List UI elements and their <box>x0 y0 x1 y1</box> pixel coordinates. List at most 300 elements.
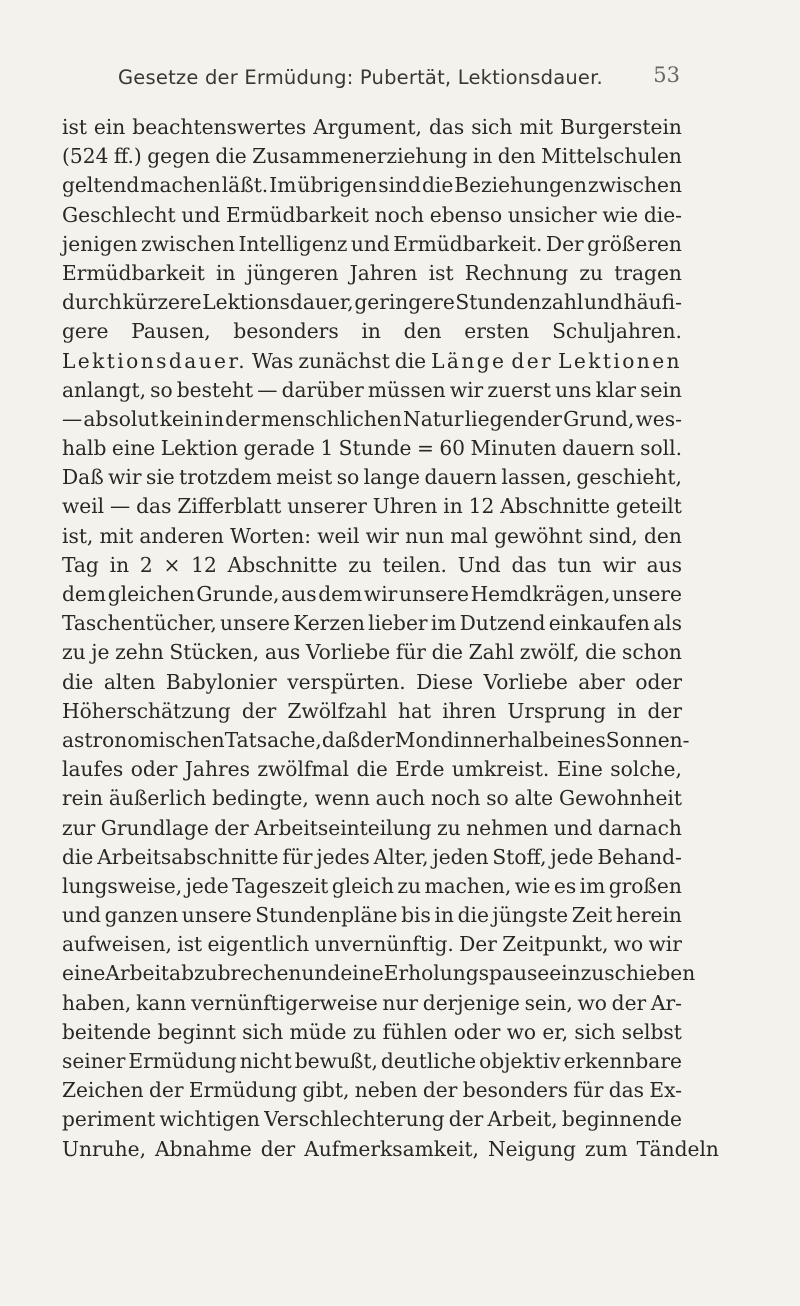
word: innerhalb <box>453 727 553 752</box>
word: Höherschätzung <box>62 698 231 723</box>
word: 1 <box>320 436 334 461</box>
word: besonders <box>462 1078 568 1103</box>
word: Uhren <box>372 494 438 519</box>
word: müssen <box>367 377 446 402</box>
word: meist <box>276 465 333 490</box>
text-line <box>62 259 682 288</box>
word: beginnende <box>561 1107 682 1132</box>
word: zu <box>352 1019 377 1044</box>
word: den <box>403 319 442 344</box>
word: tun <box>557 552 592 577</box>
word: Was <box>252 348 294 373</box>
word: Ermüdbarkeit <box>62 260 205 285</box>
word: zur <box>62 815 96 840</box>
word: den <box>497 144 536 169</box>
word: eine <box>62 961 106 986</box>
word: und <box>181 202 221 227</box>
word: unserer <box>287 494 367 519</box>
word: bedingte, <box>212 786 309 811</box>
word: umkreist. <box>451 757 550 782</box>
word: Stundenpläne <box>255 903 398 928</box>
word: wichtigen <box>159 1107 260 1132</box>
word: beginnt <box>157 1019 236 1044</box>
word: eigentlich <box>207 932 310 957</box>
word: haben, <box>62 990 132 1015</box>
word: ff.) <box>113 144 142 169</box>
word: dauern <box>424 465 497 490</box>
word: neben <box>354 1078 418 1103</box>
word: Ex- <box>649 1078 682 1103</box>
word: die- <box>643 202 682 227</box>
word: 12 <box>468 494 495 519</box>
page-number: 53 <box>653 63 680 87</box>
word: gegen <box>147 144 210 169</box>
text-line <box>62 171 682 200</box>
word: anlangt, <box>62 377 146 402</box>
word: Natur <box>403 406 464 431</box>
word: rein <box>62 786 104 811</box>
text-line <box>62 463 682 492</box>
word: in <box>204 406 224 431</box>
word: oder <box>635 669 682 694</box>
word: ist <box>62 115 87 139</box>
word: Vorliebe <box>483 669 568 694</box>
word: Tageszeit <box>232 873 329 898</box>
word: läßt. <box>221 173 269 198</box>
text-line <box>62 1135 719 1164</box>
word: mit <box>99 523 134 548</box>
word: alte <box>514 786 554 811</box>
word: in <box>443 494 463 519</box>
word: in <box>216 260 236 285</box>
word: beachtenswertes <box>132 115 307 139</box>
word: lange <box>363 465 421 490</box>
word: oder <box>130 757 178 782</box>
word: Gewohnheit <box>558 786 682 811</box>
word: ebenso <box>429 202 503 227</box>
text-line <box>62 1018 682 1047</box>
word: ist <box>428 260 454 285</box>
word: so <box>150 377 173 402</box>
word: astronomischen <box>62 727 225 752</box>
word: abzubrechen <box>169 961 302 986</box>
word: darnach <box>597 815 682 840</box>
word: Grundlage <box>100 815 209 840</box>
word: übrigen <box>297 173 378 198</box>
word: Verschlechterung <box>264 1107 445 1132</box>
word: derjenige <box>422 990 520 1015</box>
word: und <box>301 961 341 986</box>
word: trotzdem <box>179 465 272 490</box>
word: Neigung <box>487 1136 576 1161</box>
word: das <box>136 494 172 519</box>
word: weil <box>317 523 360 548</box>
text-line <box>62 347 682 376</box>
word: unsere <box>612 582 682 606</box>
word: der <box>360 727 395 752</box>
word: Zeit <box>571 903 613 928</box>
word: wes- <box>635 406 682 431</box>
word: aus <box>281 582 317 606</box>
text-line <box>62 814 682 843</box>
word: häufi- <box>623 290 682 315</box>
word: wir <box>365 523 399 548</box>
word: in <box>616 698 637 723</box>
word: Arbeit, <box>487 1107 558 1132</box>
word: selbst <box>621 1019 682 1044</box>
word: Stoff, <box>492 844 547 869</box>
word: Zifferblatt <box>177 494 282 519</box>
word: dem <box>318 582 363 606</box>
word: zwölfmal <box>257 757 350 782</box>
word: Zeichen <box>62 1078 144 1103</box>
word: der <box>448 1107 484 1132</box>
word: ganzen <box>104 903 179 928</box>
text-line <box>62 405 682 434</box>
word: sind, <box>588 523 638 548</box>
word: Argument, <box>313 115 422 139</box>
text-line <box>62 522 682 551</box>
text-line <box>62 376 682 405</box>
body-text <box>62 113 719 1164</box>
word: Lektionen <box>558 348 682 373</box>
word: Sonnen- <box>605 727 690 752</box>
word: die <box>421 173 454 198</box>
word: wo <box>506 1019 537 1044</box>
word: 60 <box>439 436 466 461</box>
word: zunächst <box>298 348 390 373</box>
word: die <box>585 640 617 665</box>
word: in <box>109 552 130 577</box>
word: Erde <box>395 757 445 782</box>
word: zu <box>62 640 86 665</box>
running-header: Gesetze der Ermüdung: Pubertät, Lektionsdauer. <box>118 66 603 89</box>
word: tragen <box>614 260 682 285</box>
word: jüngeren <box>246 260 339 285</box>
word: Lektionsdauer. <box>62 348 248 373</box>
word: gewöhnt <box>494 523 583 548</box>
word: in <box>434 903 454 928</box>
word: Zusammenerziehung <box>252 144 468 169</box>
word: kann <box>136 990 187 1015</box>
word: Kerzen <box>293 611 365 636</box>
word: lungsweise, <box>62 873 183 898</box>
word: nun <box>405 523 445 548</box>
word: Stücken, <box>169 640 260 665</box>
word: großen <box>608 873 682 898</box>
word: Taschentücher, <box>62 611 217 636</box>
word: geltend <box>62 173 140 198</box>
text-line <box>62 901 682 930</box>
word: Ermüdbarkeit. <box>393 231 543 256</box>
word: Dutzend <box>459 611 546 636</box>
word: unvernünftig. <box>314 932 454 957</box>
word: Lektionsdauer, <box>202 290 354 315</box>
word: die <box>215 144 247 169</box>
word: sich <box>242 1019 284 1044</box>
word: Grunde, <box>196 582 280 606</box>
word: herein <box>615 903 682 928</box>
word: so <box>336 465 360 490</box>
word: ein <box>93 115 126 139</box>
word: Schuljahren. <box>552 319 682 344</box>
word: weil <box>62 494 105 519</box>
word: Unruhe, <box>62 1136 147 1161</box>
word: jedes <box>316 844 370 869</box>
word: hat <box>398 698 432 723</box>
word: Tatsache, <box>224 727 322 752</box>
word: wir <box>449 377 484 402</box>
word: beitende <box>62 1019 152 1044</box>
word: Mittelschulen <box>541 144 682 169</box>
word: geschieht, <box>576 465 682 490</box>
text-line <box>62 668 682 697</box>
word: es <box>553 873 577 898</box>
word: müde <box>289 1019 347 1044</box>
word: wenn <box>314 786 370 811</box>
word: nehmen <box>466 815 549 840</box>
text-line <box>62 989 682 1018</box>
word: mal <box>450 523 488 548</box>
word: Und <box>457 552 501 577</box>
word: wir <box>108 465 142 490</box>
word: verspürten. <box>287 669 406 694</box>
word: Geschlecht <box>62 202 176 227</box>
word: das <box>608 1078 645 1103</box>
word: der <box>260 1136 296 1161</box>
word: wir <box>602 552 636 577</box>
text-line <box>62 113 682 142</box>
word: Pausen, <box>131 319 211 344</box>
word: — <box>110 494 131 519</box>
word: Mond <box>394 727 454 752</box>
word: der <box>611 990 647 1015</box>
word: der <box>511 348 554 373</box>
word: bis <box>401 903 431 928</box>
word: der <box>214 815 249 840</box>
word: aus <box>646 552 682 577</box>
word: sich <box>574 1019 616 1044</box>
word: jenigen <box>62 231 138 256</box>
word: absolut <box>83 406 159 431</box>
word: Ursprung <box>507 698 606 723</box>
word: in <box>361 319 381 344</box>
text-line <box>62 288 682 317</box>
word: Abnahme <box>155 1136 252 1161</box>
word: zu <box>437 815 461 840</box>
word: Abschnitte <box>500 494 611 519</box>
text-line <box>62 580 682 609</box>
word: das <box>511 552 547 577</box>
word: zu <box>579 260 604 285</box>
word: vernünftigerweise <box>191 990 378 1015</box>
word: der <box>422 1078 458 1103</box>
word: wie <box>514 873 551 898</box>
word: alten <box>103 669 156 694</box>
word: nur <box>382 990 419 1015</box>
word: Zeitpunkt, <box>502 932 609 957</box>
word: besteht <box>176 377 254 402</box>
word: zu <box>397 873 422 898</box>
word: als <box>653 611 682 636</box>
word: Grund, <box>563 406 635 431</box>
word: solche, <box>610 757 682 782</box>
word: die <box>457 903 489 928</box>
word: einzuschieben <box>549 961 696 986</box>
text-line <box>62 872 682 901</box>
word: auch <box>375 786 426 811</box>
text-line <box>62 1047 682 1076</box>
word: unsere <box>398 582 469 606</box>
word: ersten <box>464 319 530 344</box>
word: Daß <box>62 465 104 490</box>
text-line <box>62 230 682 259</box>
word: durch <box>62 290 122 315</box>
word: — <box>62 406 83 431</box>
word: 12 <box>191 552 217 577</box>
text-line <box>62 492 682 521</box>
word: sein, <box>524 990 573 1015</box>
word: Jahren <box>349 260 418 285</box>
word: noch <box>374 202 425 227</box>
word: lieber <box>368 611 428 636</box>
word: die <box>62 844 94 869</box>
word: kürzere <box>122 290 202 315</box>
word: Lektion <box>160 436 238 461</box>
word: geringere <box>354 290 455 315</box>
word: darüber <box>281 377 364 402</box>
word: Beziehungen <box>454 173 587 198</box>
text-line <box>62 142 682 171</box>
word: Im <box>269 173 297 198</box>
word: sich <box>471 115 513 139</box>
word: aus <box>264 640 301 665</box>
word: Behand- <box>597 844 682 869</box>
word: gibt, <box>302 1078 350 1103</box>
text-line <box>62 843 682 872</box>
word: zum <box>584 1136 628 1161</box>
text-line <box>62 930 682 959</box>
word: oder <box>453 1019 501 1044</box>
word: Rechnung <box>464 260 569 285</box>
word: Erholungspause <box>383 961 550 986</box>
word: Länge <box>431 348 507 373</box>
word: im <box>430 611 457 636</box>
word: Jahres <box>184 757 250 782</box>
word: er, <box>542 1019 569 1044</box>
word: der <box>241 698 277 723</box>
word: (524 <box>62 144 109 169</box>
text-line <box>62 201 682 230</box>
word: äußerlich <box>108 786 207 811</box>
word: jede <box>550 844 594 869</box>
word: das <box>428 115 465 139</box>
word: besonders <box>233 319 339 344</box>
word: × <box>163 552 181 577</box>
word: und <box>553 815 593 840</box>
word: zehn <box>115 640 164 665</box>
word: sein <box>640 377 682 402</box>
word: nicht <box>239 1049 292 1073</box>
word: menschlichen <box>260 406 402 431</box>
word: Arbeit <box>105 961 170 986</box>
word: = <box>416 436 434 461</box>
word: 2 <box>139 552 153 577</box>
word: und <box>350 231 390 256</box>
text-line <box>62 959 696 988</box>
word: seiner <box>62 1049 126 1073</box>
word: Tag <box>62 552 99 577</box>
word: Abschnitte <box>227 552 338 577</box>
word: gleich <box>331 873 394 898</box>
word: gere <box>62 319 109 344</box>
word: mit <box>519 115 554 139</box>
word: zuerst <box>487 377 552 402</box>
word: deutliche <box>380 1049 477 1073</box>
word: Hemdkrägen, <box>470 582 611 606</box>
word: uns <box>555 377 592 402</box>
word: ihren <box>442 698 497 723</box>
word: Stundenzahl <box>455 290 584 315</box>
word: periment <box>62 1107 156 1132</box>
word: Der <box>545 231 584 256</box>
word: Diese <box>416 669 474 694</box>
word: liegender <box>464 406 562 431</box>
text-line <box>62 784 682 813</box>
word: soll. <box>640 436 682 461</box>
word: anderen <box>139 523 224 548</box>
word: Zahl <box>468 640 515 665</box>
word: Ermüdbarkeit <box>226 202 369 227</box>
word: Arbeitsabschnitte <box>97 844 279 869</box>
word: lassen, <box>501 465 572 490</box>
word: die <box>356 757 388 782</box>
word: wo <box>613 932 644 957</box>
word: zwölf, <box>519 640 580 665</box>
word: erkennbare <box>563 1049 682 1073</box>
word: unsere <box>181 903 252 928</box>
word: je <box>91 640 110 665</box>
word: Intelligenz <box>238 231 348 256</box>
word: und <box>584 290 623 315</box>
word: wir <box>363 582 398 606</box>
word: aber <box>578 669 625 694</box>
word: die <box>431 640 463 665</box>
word: Zwölfzahl <box>287 698 387 723</box>
word: Babylonier <box>165 669 277 694</box>
word: sie <box>145 465 175 490</box>
word: daß <box>321 727 361 752</box>
word: — <box>257 377 278 402</box>
word: fühlen <box>382 1019 448 1044</box>
word: für <box>395 640 426 665</box>
word: Aufmerksamkeit, <box>304 1136 479 1161</box>
text-line <box>62 434 682 463</box>
word: schon <box>622 640 682 665</box>
word: unsicher <box>507 202 597 227</box>
text-line <box>62 1076 682 1105</box>
text-line <box>62 755 682 784</box>
word: Burgerstein <box>560 115 682 139</box>
word: eine <box>111 436 156 461</box>
word: wie <box>602 202 639 227</box>
word: jüngste <box>492 903 569 928</box>
word: eines <box>552 727 606 752</box>
word: klar <box>595 377 637 402</box>
word: dem <box>62 582 107 606</box>
word: und <box>62 903 101 928</box>
word: unsere <box>220 611 290 636</box>
